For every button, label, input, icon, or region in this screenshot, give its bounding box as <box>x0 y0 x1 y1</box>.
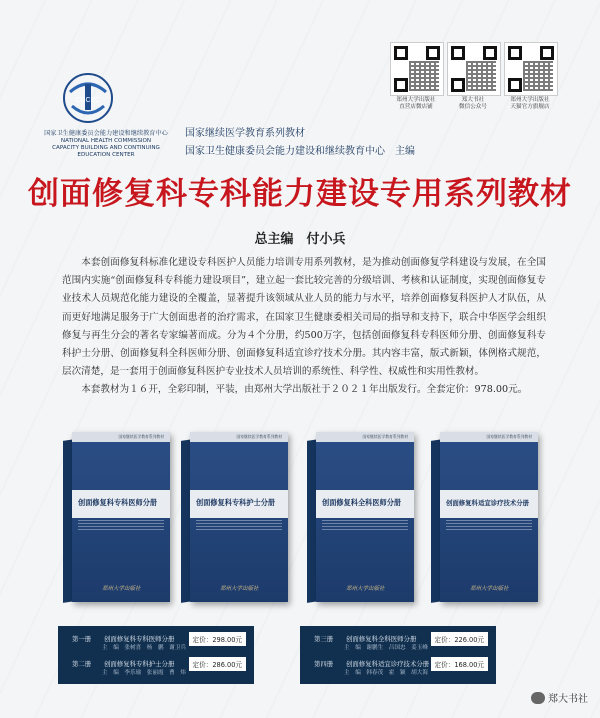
org-name-cn: 国家卫生健康委员会能力建设和继续教育中心 <box>44 130 168 137</box>
qr-caption-3: 郑州大学出版社 天猫官方旗舰店 <box>510 97 550 110</box>
description-paragraph-1: 本套创面修复科标准化建设专科医护人员能力培训专用系列教材，是为推动创面修复学科建设与发展，在全国范围内实施“创面修复科专科能力建设项目”，建立起一套比较完善的分级培训、考核和认证制度，实现创面修复专业技术人员规范化能力建设的全覆盖，显著提升该领域从业人员的能力与水平，培养创面修复科医护人才队伍，从而更好地满足服务于广大创面患者的治疗需求，在国家卫生健康委相关司局的指导和支持下，联合中华医学会组织修复与再生分会的著名专家编著而成。分为４个分册，约500万字，包括创面修复科专科医师分册、创面修复科专科护士分册、创面修复科全科医师分册、创面修复科适宜诊疗技术分册。其内容丰富，版式新颖，体例格式规范，层次清楚，是一套用于创面修复科医护专业技术人员培训的系统性、科学性、权威性和实用性教材。 <box>62 257 546 378</box>
page-title: 创面修复科专科能力建设专用系列教材 <box>28 176 572 212</box>
org-name-en-2: CAPACITY BUILDING AND CONTINUING EDUCATION CENTER <box>52 145 160 158</box>
price-row-1 <box>72 634 246 651</box>
book-band-text: 国家继续医学教育系列教材 <box>236 434 282 439</box>
org-name-en-1: NATIONAL HEALTH COMMISSION <box>60 138 152 144</box>
book-publisher: 郑州大学出版社 <box>346 586 385 592</box>
chief-editor: 总主编 付小兵 <box>254 232 346 247</box>
cbcec-logo <box>62 72 114 124</box>
book-band-text: 国家继续医学教育系列教材 <box>362 434 408 439</box>
price-panel-right <box>300 626 496 684</box>
volume-editors: 主 编 李乐瑜 张丽霞 曹 炜 <box>102 670 186 676</box>
book-title: 创面修复科全科医师分册 <box>322 498 402 507</box>
book-publisher: 郑州大学出版社 <box>102 586 141 592</box>
qr-code-tmall[interactable] <box>504 42 558 96</box>
volume-price: 定价：168.00元 <box>431 657 488 671</box>
org-name-block <box>36 130 176 159</box>
volume-price: 定价：298.00元 <box>189 632 246 646</box>
price-row-2 <box>72 659 246 676</box>
volume-label: 第一册 <box>72 635 92 643</box>
volume-name: 创面修复科专科护士分册 <box>104 660 175 668</box>
volume-editors: 主 编 韩春茂 霍 颖 胡大海 <box>344 670 428 676</box>
price-row-3 <box>314 634 488 651</box>
book-title: 创面修复科专科护士分册 <box>196 498 276 507</box>
wechat-icon <box>531 692 545 704</box>
watermark <box>531 690 588 705</box>
qr-code-wechat[interactable] <box>447 42 501 96</box>
description <box>62 254 546 400</box>
description-paragraph-2: 本套教材为１６开，全彩印制，平装，由郑州大学出版社于２０２１年出版发行。全套定价：978.00元。 <box>81 384 528 396</box>
book-cover-1[interactable] <box>72 432 170 602</box>
volume-editors: 主 编 张树喜 杨 鹏 谢卫兵 <box>102 645 186 651</box>
volume-name: 创面修复科全科医师分册 <box>346 635 417 643</box>
volume-editors: 主 编 谢鹏生 吕国忠 姜玉峰 <box>344 645 428 651</box>
volume-price: 定价：226.00元 <box>431 632 488 646</box>
qr-code-weidian[interactable] <box>390 42 444 96</box>
volume-label: 第二册 <box>72 660 92 668</box>
price-row-4 <box>314 659 488 676</box>
series-name: 国家继续医学教育系列教材 <box>185 128 305 139</box>
book-publisher: 郑州大学出版社 <box>470 586 509 592</box>
book-title: 创面修复科专科医师分册 <box>78 498 158 507</box>
book-cover-3[interactable] <box>316 432 414 602</box>
volume-price: 定价：286.00元 <box>189 657 246 671</box>
book-title: 创面修复科适宜诊疗技术分册 <box>446 499 530 507</box>
watermark-text: 郑大书社 <box>548 694 588 705</box>
book-band-text: 国家继续医学教育系列教材 <box>118 434 164 439</box>
logo-text: CBCEC <box>75 97 101 104</box>
qr-caption-2: 郑大书社 微信公众号 <box>459 97 487 110</box>
qr-caption-1: 郑州大学出版社 直营店微店铺 <box>396 97 436 110</box>
book-cover-4[interactable] <box>440 432 538 602</box>
volume-name: 创面修复科专科医师分册 <box>104 635 175 643</box>
volume-label: 第三册 <box>314 635 334 643</box>
price-panel-left <box>58 626 254 684</box>
book-publisher: 郑州大学出版社 <box>220 586 259 592</box>
book-cover-2[interactable] <box>190 432 288 602</box>
editor-org: 国家卫生健康委员会能力建设和继续教育中心 主编 <box>185 146 415 157</box>
volume-label: 第四册 <box>314 660 334 668</box>
volume-name: 创面修复科适宜诊疗技术分册 <box>346 660 430 668</box>
book-band-text: 国家继续医学教育系列教材 <box>486 434 532 439</box>
